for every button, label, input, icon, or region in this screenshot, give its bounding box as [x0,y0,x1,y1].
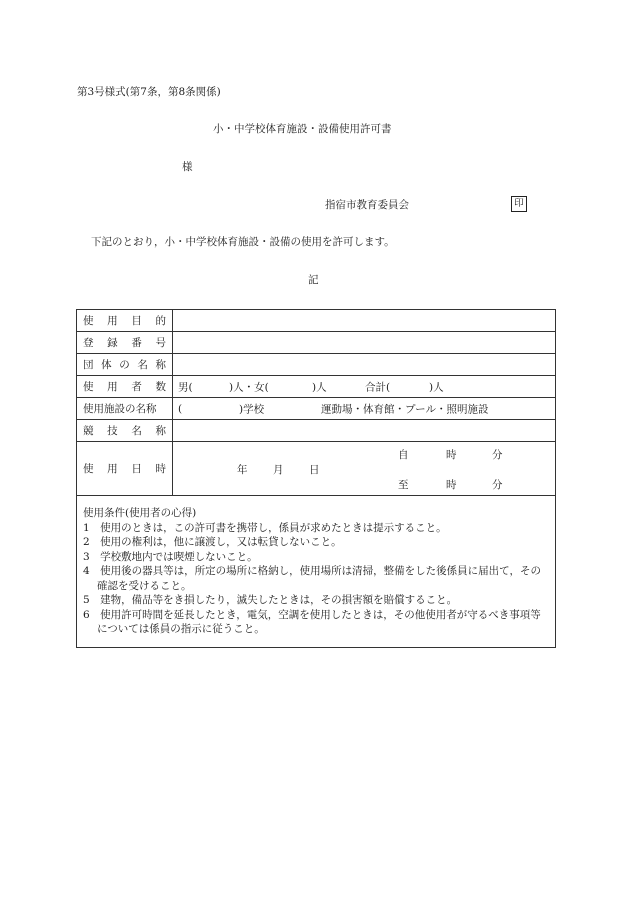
to-label: 至 [398,479,409,491]
value-count[interactable] [173,376,556,398]
label-char: 団 [83,359,94,371]
row-datetime [77,442,556,496]
label-char: 数 [155,381,166,393]
label-char: 使 [83,381,94,393]
from-minute-label: 分 [492,449,503,461]
addressee-suffix: 様 [182,161,193,173]
label-char: 体 [101,359,112,371]
label-registration [77,332,173,354]
value-datetime[interactable] [173,442,556,496]
from-label: 自 [398,449,409,461]
row-purpose [77,310,556,332]
label-char: 称 [155,425,166,437]
form-number: 第3号様式(第7条，第8条関係) [77,86,221,98]
label-char: 録 [107,337,118,349]
conditions-heading: 使用条件(使用者の心得) [83,507,197,520]
facility-open: ( [178,402,183,415]
total-label: 合計( [365,381,391,393]
label-char: 称 [155,359,166,371]
condition-item: 3 学校敷地内では喫煙しないこと。 [83,550,258,563]
male-label: 男( [178,381,193,393]
day-label: 日 [309,464,320,476]
facility-school: )学校 [239,403,265,415]
label-char: 番 [131,337,142,349]
condition-item: 4 使用後の器具等は，所定の場所に格納し，使用場所は清掃，整備をした後係員に届出て，その確認を受けること。 [83,565,541,592]
label-event [77,420,173,442]
label-purpose [77,310,173,332]
value-registration[interactable] [173,332,556,354]
value-facility[interactable] [173,398,556,420]
facility-options: 運動場・体育館・プール・照明施設 [321,403,489,415]
row-registration [77,332,556,354]
female-label: )人・女( [229,381,269,393]
label-char: 時 [155,463,166,475]
row-event [77,420,556,442]
from-hour-label: 時 [446,449,457,461]
label-char: 用 [107,463,118,475]
row-facility [77,398,556,420]
label-char: 日 [131,463,142,475]
permit-table [76,309,556,648]
condition-item: 2 使用の権利は，他に譲渡し，又は転貸しないこと。 [83,536,342,549]
document-title: 小・中学校体育施設・設備使用許可書 [213,123,392,135]
label-char: 用 [107,315,118,327]
label-datetime [77,442,173,496]
label-char: の [119,359,130,371]
month-label: 月 [273,464,284,476]
label-char: 登 [83,337,94,349]
condition-item: 1 使用のときは，この許可書を携帯し，係員が求めたときは提示すること。 [83,521,447,534]
permit-statement: 下記のとおり，小・中学校体育施設・設備の使用を許可します。 [91,236,395,248]
row-group [77,354,556,376]
label-char: 名 [137,359,148,371]
label-char: 的 [155,315,166,327]
year-label: 年 [237,464,248,476]
conditions-cell [77,496,556,648]
row-conditions [77,496,556,648]
label-char: 使 [83,315,94,327]
issuer-name: 指宿市教育委員会 [325,199,409,211]
label-char: 名 [131,425,142,437]
label-facility: 使用施設の名称 [77,398,173,420]
condition-item: 6 使用許可時間を延長したとき，電気，空調を使用したときは，その他使用者が守るべき事項等については係員の指示に従うこと。 [83,608,541,636]
label-char: 使 [83,463,94,475]
to-minute-label: 分 [492,479,503,491]
total-close: )人 [429,381,444,393]
label-char: 用 [107,381,118,393]
ki-heading: 記 [308,274,319,286]
label-char: 目 [131,315,142,327]
seal-stamp: 印 [511,196,527,212]
condition-item: 5 建物，備品等をき損したり，滅失したときは，その損害額を賠償すること。 [83,594,458,607]
female-close: )人 [312,381,327,393]
label-char: 技 [107,425,118,437]
label-char: 競 [83,425,94,437]
label-char: 号 [155,337,166,349]
label-char: 者 [131,381,142,393]
value-purpose[interactable] [173,310,556,332]
label-group [77,354,173,376]
row-count [77,376,556,398]
label-count [77,376,173,398]
to-hour-label: 時 [446,479,457,491]
value-group[interactable] [173,354,556,376]
value-event[interactable] [173,420,556,442]
